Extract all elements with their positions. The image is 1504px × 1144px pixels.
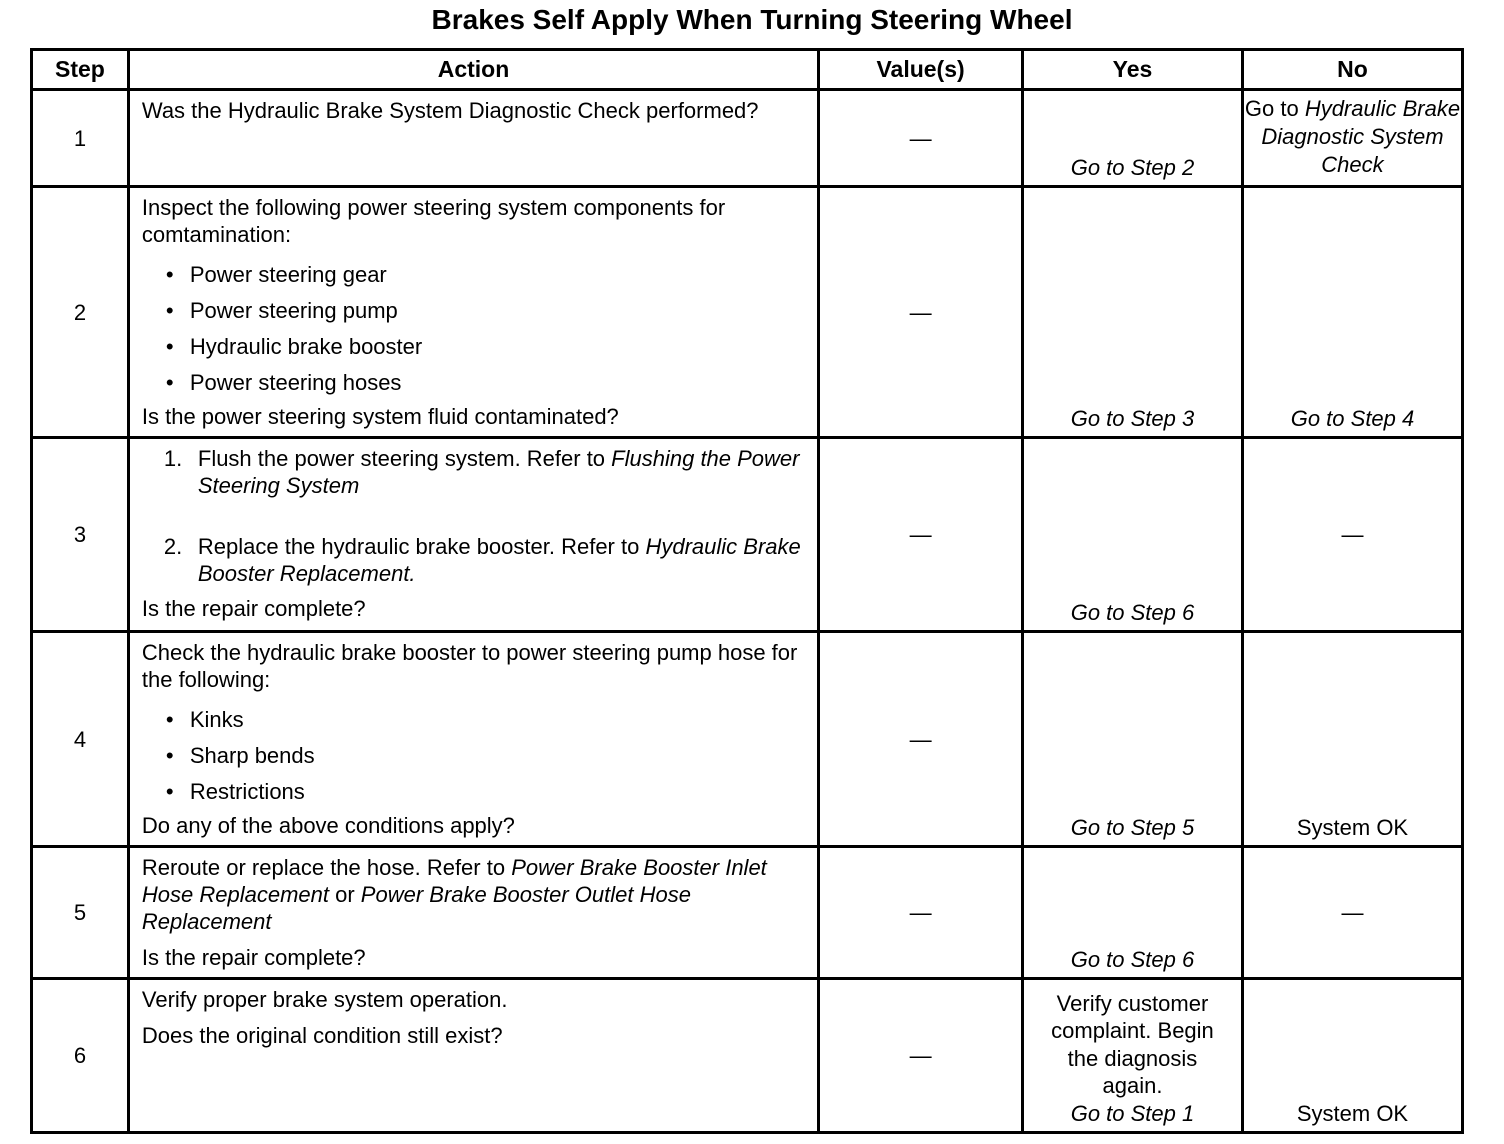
action-cell xyxy=(128,632,818,847)
page-title: Brakes Self Apply When Turning Steering Wheel xyxy=(431,4,1073,35)
value-cell: — xyxy=(819,438,1023,632)
conjunction: or xyxy=(335,882,355,907)
action-text: Verify proper brake system operation. xyxy=(141,987,508,1012)
value-cell: — xyxy=(819,632,1023,847)
value-cell: — xyxy=(819,90,1023,187)
action-text-lead: Reroute or replace the hose. Refer to xyxy=(141,855,506,880)
list-item xyxy=(142,445,805,499)
yes-cell xyxy=(1022,847,1242,979)
list-item xyxy=(142,533,805,587)
item-text: Flush the power steering system. Refer to xyxy=(197,446,606,471)
yes-link[interactable]: Go to Step 2 xyxy=(1070,155,1195,180)
list-item: • Sharp bends xyxy=(166,738,805,774)
action-text: Was the Hydraulic Brake System Diagnostic Check performed? xyxy=(141,98,759,123)
yes-link[interactable]: Go to Step 6 xyxy=(1070,600,1195,625)
table-row xyxy=(32,187,1463,438)
table-row xyxy=(32,979,1463,1133)
yes-link[interactable]: Go to Step 6 xyxy=(1070,947,1195,972)
header-no: No xyxy=(1242,50,1462,90)
list-spacer xyxy=(142,499,805,533)
action-question: Is the power steering system fluid contaminated? xyxy=(141,404,619,429)
action-cell xyxy=(128,979,818,1133)
no-cell xyxy=(1242,632,1462,847)
yes-instruction: Verify customer complaint. Begin the diagnosis again. xyxy=(1051,990,1214,1098)
table-row xyxy=(32,847,1463,979)
list-item: • Restrictions xyxy=(166,774,805,810)
yes-link[interactable]: Go to Step 1 xyxy=(1070,1100,1195,1126)
yes-link[interactable]: Go to Step 5 xyxy=(1070,815,1195,840)
value-cell: — xyxy=(819,979,1023,1133)
table-row xyxy=(32,438,1463,632)
bullet-list xyxy=(142,702,805,810)
step-number: 2 xyxy=(32,187,129,438)
list-item: • Kinks xyxy=(166,702,805,738)
action-cell xyxy=(128,187,818,438)
bullet-list xyxy=(142,257,805,401)
item-reference-link[interactable]: Hydraulic Brake Booster Replacement. xyxy=(197,534,801,586)
yes-cell xyxy=(1022,187,1242,438)
no-link[interactable]: Go to Step 4 xyxy=(1290,406,1415,431)
no-cell xyxy=(1242,90,1462,187)
yes-cell xyxy=(1022,632,1242,847)
no-cell xyxy=(1242,979,1462,1133)
no-result: System OK xyxy=(1296,815,1409,840)
value-cell: — xyxy=(819,187,1023,438)
no-link[interactable]: Hydraulic Brake Diagnostic System Check xyxy=(1261,96,1461,177)
item-number: 1. xyxy=(163,446,183,471)
header-step: Step xyxy=(32,50,129,90)
diagnostic-table xyxy=(30,48,1464,1134)
step-number: 3 xyxy=(32,438,129,632)
item-reference-link[interactable]: Flushing the Power Steering System xyxy=(197,446,800,498)
table-row xyxy=(32,632,1463,847)
header-yes: Yes xyxy=(1022,50,1242,90)
item-text: Replace the hydraulic brake booster. Refer to xyxy=(197,534,640,559)
value-cell: — xyxy=(819,847,1023,979)
action-intro: Inspect the following power steering system components for comtamination: xyxy=(141,195,726,247)
item-number: 2. xyxy=(163,534,183,559)
yes-cell xyxy=(1022,438,1242,632)
header-action: Action xyxy=(128,50,818,90)
action-question: Is the repair complete? xyxy=(141,596,366,621)
header-values: Value(s) xyxy=(819,50,1023,90)
action-text xyxy=(142,854,805,935)
action-question: Does the original condition still exist? xyxy=(141,1023,503,1048)
numbered-list xyxy=(142,445,805,587)
action-cell xyxy=(128,438,818,632)
yes-cell xyxy=(1022,90,1242,187)
step-number: 4 xyxy=(32,632,129,847)
no-cell: — xyxy=(1242,438,1462,632)
no-cell xyxy=(1242,187,1462,438)
action-cell xyxy=(128,90,818,187)
reference-link[interactable]: Power Brake Booster Outlet Hose Replacement xyxy=(141,882,691,934)
yes-cell xyxy=(1022,979,1242,1133)
action-intro: Check the hydraulic brake booster to power steering pump hose for the following: xyxy=(141,640,798,692)
step-number: 6 xyxy=(32,979,129,1133)
no-prefix: Go to xyxy=(1244,96,1299,121)
list-item: • Power steering gear xyxy=(166,257,805,293)
step-number: 5 xyxy=(32,847,129,979)
list-item: • Power steering pump xyxy=(166,293,805,329)
action-question: Do any of the above conditions apply? xyxy=(141,813,515,838)
list-item: • Hydraulic brake booster xyxy=(166,329,805,365)
header-row xyxy=(32,50,1463,90)
no-result: System OK xyxy=(1296,1101,1409,1126)
action-cell xyxy=(128,847,818,979)
action-question: Is the repair complete? xyxy=(141,945,366,970)
table-row xyxy=(32,90,1463,187)
step-number: 1 xyxy=(32,90,129,187)
no-cell: — xyxy=(1242,847,1462,979)
list-item: • Power steering hoses xyxy=(166,365,805,401)
yes-link[interactable]: Go to Step 3 xyxy=(1070,406,1195,431)
reference-link[interactable]: Power Brake Booster Inlet Hose Replacement xyxy=(141,855,767,907)
